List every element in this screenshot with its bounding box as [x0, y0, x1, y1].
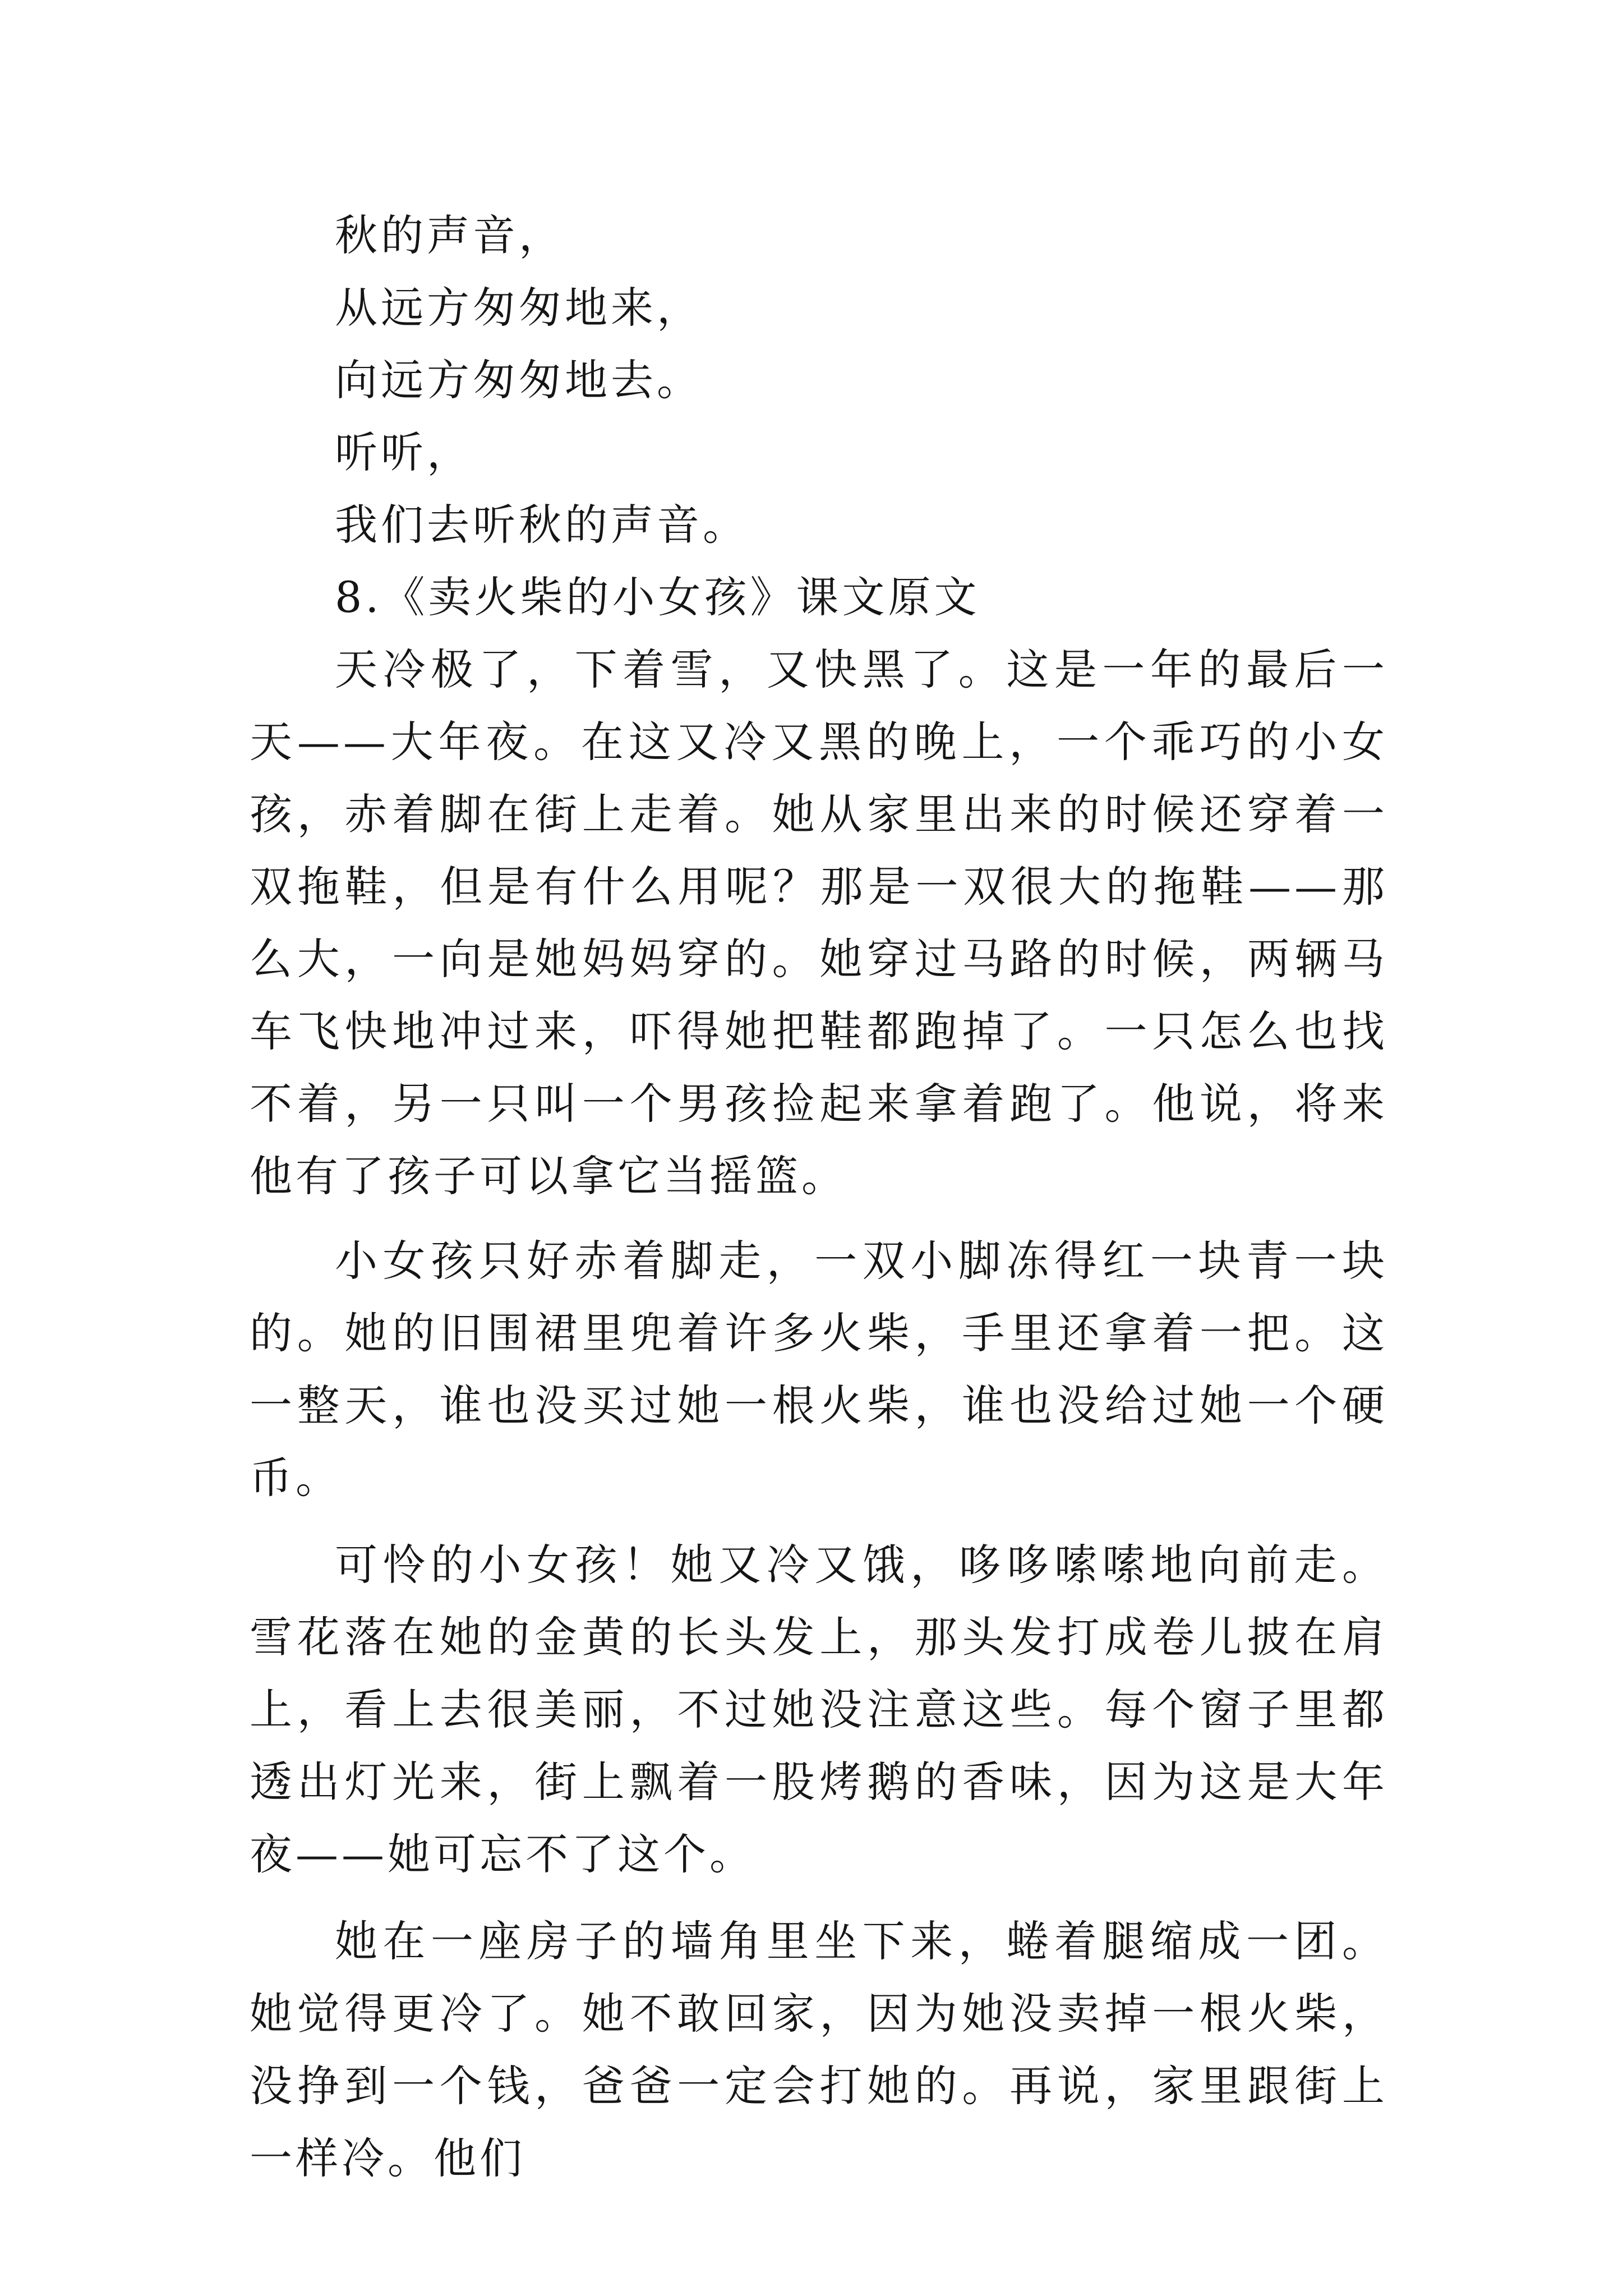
body-paragraph: 可怜的小女孩！她又冷又饿，哆哆嗦嗦地向前走。雪花落在她的金黄的长头发上，那头发打成卷儿披在肩上，看上去很美丽，不过她没注意这些。每个窗子里都透出灯光来，街上飘着一股烤鹅的香味，因为这是大年夜——她可忘不了这个。: [250, 1540, 1388, 1879]
body-paragraph: 小女孩只好赤着脚走，一双小脚冻得红一块青一块的。她的旧围裙里兜着许多火柴，手里还拿着一把。这一整天，谁也没买过她一根火柴，谁也没给过她一个硬币。: [250, 1236, 1388, 1503]
poem-line: 从远方匆匆地来，: [335, 283, 703, 333]
poem-line: 我们去听秋的声音。: [335, 500, 749, 550]
poem-block: [250, 199, 1388, 561]
body-paragraph: 她在一座房子的墙角里坐下来，蜷着腿缩成一团。她觉得更冷了。她不敢回家，因为她没卖掉一根火柴，没挣到一个钱，爸爸一定会打她的。再说，家里跟街上一样冷。他们: [250, 1916, 1388, 2183]
section-heading: 8.《卖火柴的小女孩》课文原文: [335, 572, 980, 622]
poem-line: 向远方匆匆地去。: [335, 355, 703, 405]
poem-line: 听听，: [335, 427, 473, 477]
poem-line: 秋的声音，: [335, 210, 565, 260]
document-page: [250, 199, 1388, 2209]
body-paragraph: 天冷极了，下着雪，又快黑了。这是一年的最后一天——大年夜。在这又冷又黑的晚上，一个乖巧的小女孩，赤着脚在街上走着。她从家里出来的时候还穿着一双拖鞋，但是有什么用呢？那是一双很大的拖鞋——那么大，一向是她妈妈穿的。她穿过马路的时候，两辆马车飞快地冲过来，吓得她把鞋都跑掉了。一只怎么也找不着，另一只叫一个男孩捡起来拿着跑了。他说，将来他有了孩子可以拿它当摇篮。: [250, 645, 1388, 1201]
